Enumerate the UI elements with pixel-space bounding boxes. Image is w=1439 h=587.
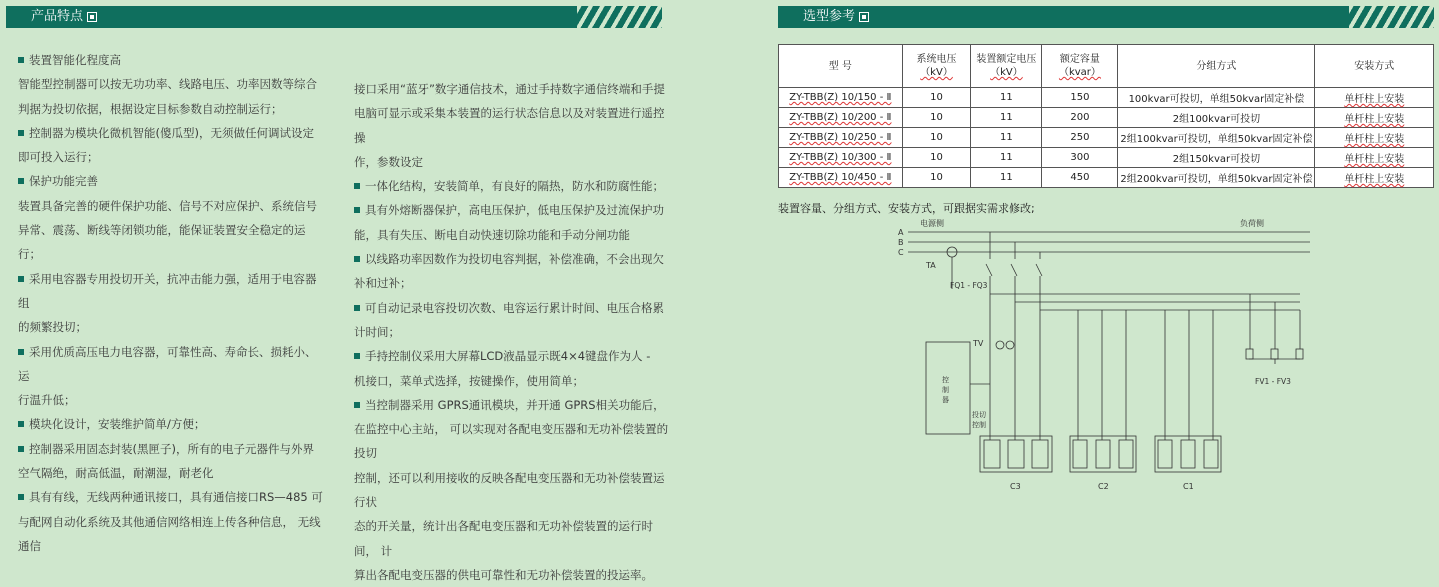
table-cell-text: 单杆柱上安装	[1344, 94, 1405, 105]
table-cell	[1118, 128, 1315, 148]
capacitor-bank-c2	[1070, 374, 1136, 472]
feature-line: 模块化设计，安装维护简单/方便；	[18, 412, 323, 436]
right-section-header	[778, 6, 1434, 28]
table-cell	[1118, 88, 1315, 108]
header-stripes	[1349, 6, 1434, 28]
table-note: 装置容量、分组方式、安装方式，可跟据实需求修改;	[778, 202, 1035, 215]
table-cell	[902, 108, 971, 128]
feature-line: 手持控制仪采用大屏幕LCD液晶显示既4×4键盘作为人 -	[354, 344, 669, 368]
table-cell-text: 10	[930, 132, 943, 143]
table-cell	[902, 168, 971, 188]
table-cell-text: 10	[930, 92, 943, 103]
header-stripes	[577, 6, 662, 28]
table-cell	[779, 168, 903, 188]
table-cell	[902, 148, 971, 168]
phase-label-c: C	[898, 248, 904, 257]
table-header-row	[779, 45, 1434, 88]
section-title: 产品特点	[31, 8, 97, 26]
table-cell-text: ZY-TBB(Z) 10/300 - Ⅱ	[789, 152, 892, 163]
table-cell	[971, 108, 1042, 128]
feature-line: 判据为投切依据，根据设定目标参数自动控制运行；	[18, 101, 283, 116]
table-cell	[1042, 148, 1118, 168]
phase-label-a: A	[898, 228, 904, 237]
table-row	[779, 168, 1434, 188]
table-cell	[1042, 168, 1118, 188]
feature-line: 可自动记录电容投切次数、电容运行累计时间、电压合格累	[354, 296, 669, 320]
feature-line: 算出各配电变压器的供电可靠性和无功补偿装置的投运率。	[354, 567, 653, 582]
table-cell	[1118, 108, 1315, 128]
table-cell	[971, 168, 1042, 188]
feature-line: 采用优质高压电力电容器，可靠性高、寿命长、损耗小、运	[18, 340, 323, 389]
feature-line: 装置具备完善的硬件保护功能、信号不对应保护、系统信号	[18, 198, 317, 213]
feature-line: 装置智能化程度高	[18, 48, 323, 72]
table-cell	[779, 148, 903, 168]
col-header-grouping: 分组方式	[1118, 45, 1315, 88]
table-cell-text: 200	[1070, 112, 1090, 123]
feature-line: 以线路功率因数作为投切电容判据，补偿准确，不会出现欠	[354, 247, 669, 271]
section-marker-icon	[859, 12, 869, 22]
feature-line: 控制器采用固态封装(黑匣子)，所有的电子元器件与外界	[18, 437, 323, 461]
table-cell-text: 300	[1070, 152, 1090, 163]
table-row	[779, 128, 1434, 148]
ta-label: TA	[926, 261, 936, 270]
source-side-label: 电源侧	[920, 219, 944, 228]
table-cell	[779, 108, 903, 128]
capacitor-bank-c1	[1155, 374, 1221, 472]
table-cell-text: 单杆柱上安装	[1344, 134, 1405, 145]
table-cell	[1315, 108, 1434, 128]
feature-line: 在监控中心主站， 可以实现对各配电变压器和无功补偿装置的投切	[354, 422, 669, 461]
table-cell	[1118, 148, 1315, 168]
table-cell	[1315, 168, 1434, 188]
tv-label: TV	[973, 339, 984, 348]
feature-line: 计时间；	[354, 324, 400, 339]
feature-line: 当控制器采用 GPRS通讯模块，并开通 GPRS相关功能后，	[354, 393, 669, 417]
section-marker-icon	[87, 12, 97, 22]
table-row	[779, 148, 1434, 168]
fv-label: FV1 - FV3	[1255, 377, 1291, 386]
controller-char-2: 制	[942, 386, 949, 394]
table-cell	[1042, 88, 1118, 108]
table-cell	[971, 88, 1042, 108]
table-cell	[1042, 108, 1118, 128]
table-cell-text: 11	[1000, 172, 1013, 183]
fq-label: FQ1 - FQ3	[950, 281, 988, 290]
cap-label-c3: C3	[1010, 482, 1021, 491]
table-cell-text: 2组200kvar可投切，单组50kvar固定补偿	[1120, 174, 1313, 185]
features-column-2	[354, 77, 669, 587]
table-cell	[971, 148, 1042, 168]
col-header-capacity: 额定容量 （kvar）	[1042, 45, 1118, 88]
feature-line: 接口采用“蓝牙”数字通信技术，通过手持数字通信终端和手提	[354, 82, 665, 96]
feature-line: 保护功能完善	[18, 169, 323, 193]
feature-line: 控制，还可以利用接收的反映各配电变压器和无功补偿装置运行状	[354, 470, 665, 510]
feature-line: 行温升低；	[18, 393, 76, 408]
feature-line: 即可投入运行；	[18, 150, 99, 165]
feature-line: 态的开关量，统计出各配电变压器和无功补偿装置的运行时间， 计	[354, 519, 653, 558]
switch-control-label-2: 控制	[972, 421, 986, 429]
feature-line: 空气隔绝，耐高低温，耐潮湿，耐老化	[18, 466, 214, 481]
col-header-model: 型 号	[779, 45, 903, 88]
table-cell-text: 10	[930, 112, 943, 123]
switch-control-label: 投切	[972, 411, 986, 419]
feature-line: 能，具有失压、断电自动快速切除功能和手动分闸功能	[354, 227, 630, 242]
col-header-rated-voltage: 装置额定电压 （kV）	[971, 45, 1042, 88]
feature-line: 补和过补；	[354, 276, 412, 291]
table-cell	[902, 128, 971, 148]
table-cell-text: 10	[930, 152, 943, 163]
col-header-install: 安装方式	[1315, 45, 1434, 88]
table-cell-text: 单杆柱上安装	[1344, 114, 1405, 125]
controller-char-1: 控	[942, 376, 949, 384]
table-cell-text: 2组100kvar可投切	[1172, 114, 1261, 125]
table-cell	[1315, 128, 1434, 148]
left-section-header	[6, 6, 662, 28]
table-cell	[1042, 128, 1118, 148]
feature-line: 具有外熔断器保护，高电压保护，低电压保护及过流保护功	[354, 198, 669, 222]
table-cell-text: 250	[1070, 132, 1090, 143]
table-row	[779, 108, 1434, 128]
feature-line: 的频繁投切；	[18, 320, 87, 335]
table-cell	[902, 88, 971, 108]
section-title: 选型参考	[803, 8, 869, 26]
table-cell-text: 450	[1070, 172, 1090, 183]
table-cell-text: 10	[930, 172, 943, 183]
feature-line: 采用电容器专用投切开关，抗冲击能力强，适用于电容器组	[18, 267, 323, 316]
table-cell-text: ZY-TBB(Z) 10/150 - Ⅱ	[789, 92, 892, 103]
table-cell-text: 单杆柱上安装	[1344, 174, 1405, 185]
col-header-system-voltage: 系统电压 （kV）	[902, 45, 971, 88]
feature-line: 作，参数设定	[354, 154, 423, 169]
feature-line: 异常、震荡、断线等闭锁功能，能保证装置安全稳定的运行；	[18, 223, 306, 262]
table-cell-text: 11	[1000, 152, 1013, 163]
table-cell	[971, 128, 1042, 148]
cap-label-c2: C2	[1098, 482, 1109, 491]
phase-label-b: B	[898, 238, 904, 247]
feature-line: 与配网自动化系统及其他通信网络相连上传各种信息， 无线通信	[18, 514, 321, 553]
table-cell	[1315, 148, 1434, 168]
table-row	[779, 88, 1434, 108]
table-cell-text: ZY-TBB(Z) 10/250 - Ⅱ	[789, 132, 892, 143]
table-cell	[779, 128, 903, 148]
table-cell-text: ZY-TBB(Z) 10/450 - Ⅱ	[789, 172, 892, 183]
feature-line: 机接口，菜单式选择，按键操作，使用简单；	[354, 373, 584, 388]
capacitor-bank-c3	[980, 374, 1052, 472]
table-cell	[779, 88, 903, 108]
feature-line: 具有有线，无线两种通讯接口，具有通信接口RS—485 可	[18, 485, 323, 509]
feature-line: 智能型控制器可以按无功功率、线路电压、功率因数等综合	[18, 77, 317, 92]
table-cell-text: 2组100kvar可投切，单组50kvar固定补偿	[1120, 134, 1313, 145]
table-cell-text: 2组150kvar可投切	[1172, 154, 1261, 165]
table-cell	[1118, 168, 1315, 188]
table-cell-text: 100kvar可投切，单组50kvar固定补偿	[1128, 94, 1305, 105]
table-cell	[1315, 88, 1434, 108]
load-side-label: 负荷侧	[1240, 219, 1264, 228]
selection-table	[778, 44, 1434, 188]
feature-line: 一体化结构，安装简单，有良好的隔热，防水和防腐性能；	[354, 174, 669, 198]
features-column-1	[18, 48, 323, 558]
table-cell-text: 11	[1000, 92, 1013, 103]
controller-char-3: 器	[942, 396, 949, 404]
feature-line: 控制器为模块化微机智能(傻瓜型)，无须做任何调试设定	[18, 121, 323, 145]
tv-transformer-icon	[996, 341, 1004, 349]
table-cell-text: 11	[1000, 132, 1013, 143]
cap-label-c1: C1	[1183, 482, 1194, 491]
feature-line: 电脑可显示或采集本装置的运行状态信息以及对装置进行遥控操	[354, 106, 665, 145]
table-cell-text: 150	[1070, 92, 1090, 103]
table-cell-text: ZY-TBB(Z) 10/200 - Ⅱ	[789, 112, 892, 123]
wiring-diagram	[880, 214, 1320, 494]
table-cell-text: 11	[1000, 112, 1013, 123]
table-cell-text: 单杆柱上安装	[1344, 154, 1405, 165]
